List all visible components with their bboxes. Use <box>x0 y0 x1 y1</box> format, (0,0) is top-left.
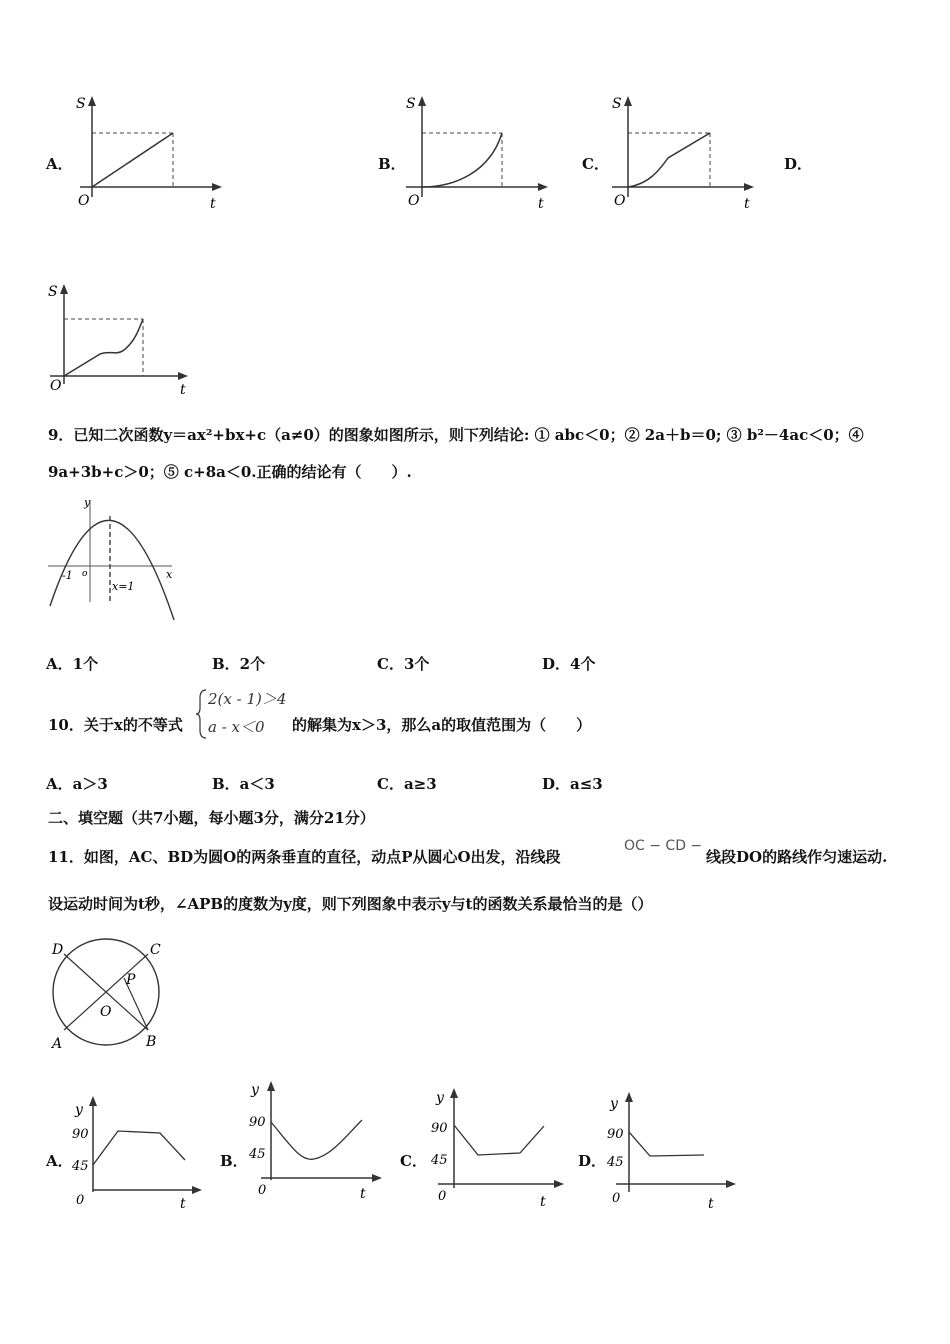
svg-text:y: y <box>251 1082 259 1098</box>
q11-option-d-label: D． <box>578 1152 607 1170</box>
q9-line1: 9．已知二次函数y＝ax²+bx+c（a≠0）的图象如图所示，则下列结论: ① abc＜0；② 2a＋b＝0; ③ b²－4ac＜0；④ <box>48 426 864 444</box>
q9-answer-d: D．4个 <box>542 655 596 673</box>
svg-text:O: O <box>50 378 62 394</box>
q10-answer-d: D．a≤3 <box>542 775 603 793</box>
svg-text:t: t <box>180 1196 186 1212</box>
svg-text:y: y <box>75 1102 83 1118</box>
q11-line1-a: 11．如图，AC、BD为圆O的两条垂直的直径，动点P从圆心O出发，沿线段 <box>48 848 561 866</box>
svg-text:t: t <box>708 1196 714 1212</box>
svg-text:A: A <box>52 1036 63 1052</box>
svg-text:O: O <box>408 193 420 209</box>
svg-text:45: 45 <box>249 1147 266 1162</box>
svg-text:t: t <box>360 1186 366 1202</box>
svg-text:90: 90 <box>431 1121 448 1136</box>
curve <box>92 133 173 187</box>
q11-path: OC − CD − <box>624 838 703 854</box>
q11-option-a-label: A． <box>46 1152 73 1170</box>
svg-text:0: 0 <box>612 1191 621 1206</box>
s-label: S <box>76 96 86 112</box>
q11-line2: 设运动时间为t秒，∠APB的度数为y度，则下列图象中表示y与t的函数关系最恰当的是（） <box>48 895 653 913</box>
svg-text:S: S <box>406 96 416 112</box>
svg-text:t: t <box>744 196 750 212</box>
svg-text:t: t <box>180 382 186 398</box>
q8-graph-d <box>42 280 202 400</box>
q10-suffix: 的解集为x＞3，那么a的取值范围为（ ） <box>292 716 592 734</box>
svg-text:45: 45 <box>72 1159 89 1174</box>
q9-answer-c: C．3个 <box>377 655 430 673</box>
q9-line2: 9a+3b+c＞0；⑤ c+8a＜0.正确的结论有（ ）. <box>48 463 412 481</box>
q11-option-b-label: B． <box>220 1152 248 1170</box>
inequality-1: 2(x - 1)＞4 <box>208 690 287 708</box>
svg-text:x=1: x=1 <box>112 580 135 593</box>
q8-graph-b <box>400 92 560 217</box>
svg-text:0: 0 <box>76 1193 85 1208</box>
curve <box>628 133 710 187</box>
svg-text:90: 90 <box>607 1127 624 1142</box>
q11-graph-a <box>68 1092 208 1214</box>
system-brace <box>196 688 208 740</box>
section-title: 二、填空题（共7小题，每小题3分，满分21分） <box>48 809 375 827</box>
svg-text:S: S <box>612 96 622 112</box>
svg-text:y: y <box>610 1096 618 1112</box>
svg-text:0: 0 <box>258 1183 267 1198</box>
q11-option-c-label: C． <box>400 1152 427 1170</box>
svg-text:90: 90 <box>72 1127 89 1142</box>
q10-answer-a: A．a＞3 <box>46 775 108 793</box>
svg-text:C: C <box>150 942 161 958</box>
svg-text:O: O <box>614 193 626 209</box>
curve <box>454 1125 544 1155</box>
svg-text:D: D <box>52 942 64 958</box>
option-d-label: D． <box>784 155 813 173</box>
svg-text:t: t <box>538 196 544 212</box>
svg-text:y: y <box>436 1090 444 1106</box>
x-arrow <box>212 183 222 191</box>
y-arrow <box>88 96 96 106</box>
svg-text:t: t <box>540 1194 546 1210</box>
svg-text:45: 45 <box>607 1155 624 1170</box>
q9-parabola-graph <box>44 494 184 624</box>
q10-prefix: 10．关于x的不等式 <box>48 716 183 734</box>
option-c-label: C． <box>582 155 609 173</box>
curve <box>271 1120 362 1159</box>
svg-text:-1: -1 <box>62 569 73 582</box>
svg-text:0: 0 <box>438 1189 447 1204</box>
curve <box>93 1131 185 1165</box>
q10-answer-c: C．a≥3 <box>377 775 437 793</box>
svg-text:O: O <box>100 1004 112 1020</box>
q9-answer-b: B．2个 <box>212 655 266 673</box>
q11-graph-c <box>426 1084 576 1210</box>
option-b-label: B． <box>378 155 406 173</box>
svg-text:P: P <box>126 972 136 988</box>
q10-answer-b: B．a＜3 <box>212 775 275 793</box>
q11-graph-d <box>604 1088 744 1212</box>
q8-graph-c <box>606 92 766 217</box>
svg-text:45: 45 <box>431 1153 448 1168</box>
svg-text:x: x <box>166 568 173 581</box>
svg-text:90: 90 <box>249 1115 266 1130</box>
inequality-2: a - x＜0 <box>208 718 265 736</box>
q9-answer-a: A．1个 <box>46 655 99 673</box>
q11-line1-b: 线段DO的路线作匀速运动. <box>706 848 888 866</box>
curve <box>629 1132 704 1156</box>
svg-text:y: y <box>84 496 91 509</box>
q11-graph-b <box>246 1076 386 1206</box>
q11-circle-diagram <box>44 936 174 1054</box>
t-label: t <box>210 196 216 212</box>
curve <box>422 133 502 187</box>
curve <box>64 319 143 376</box>
q8-graph-a <box>70 92 230 217</box>
o-label: O <box>78 193 90 209</box>
svg-text:S: S <box>48 284 58 300</box>
option-a-label: A． <box>46 155 73 173</box>
svg-text:B: B <box>146 1034 157 1050</box>
svg-text:o: o <box>82 569 88 579</box>
